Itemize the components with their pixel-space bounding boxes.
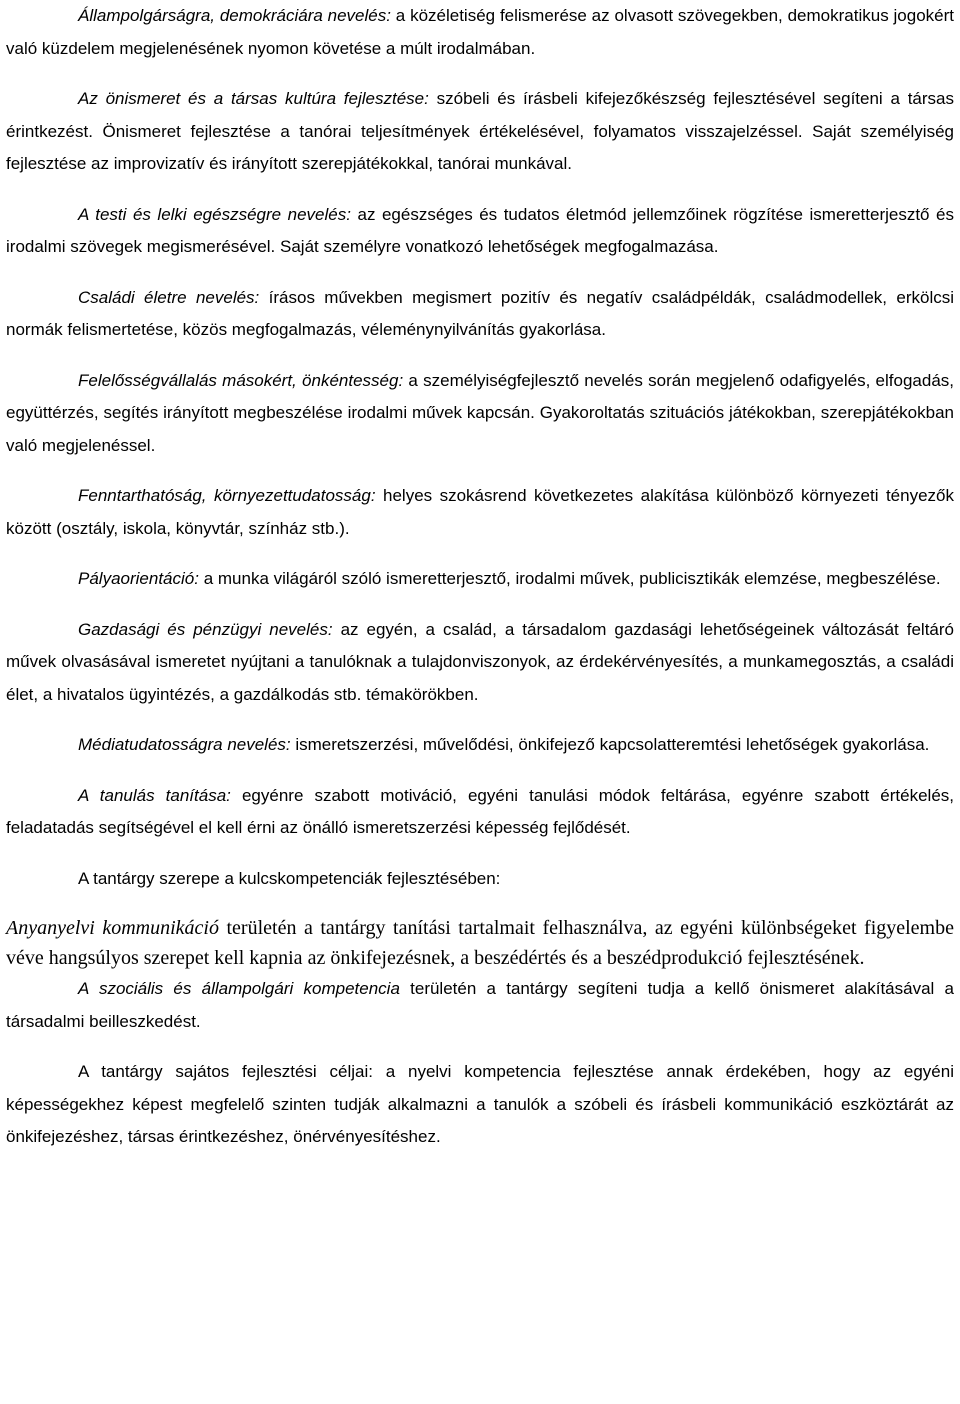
paragraph-lead: Médiatudatosságra nevelés: [78, 735, 291, 754]
paragraph-learning [6, 780, 954, 845]
paragraph-communication [6, 913, 954, 973]
paragraph-sustainability [6, 480, 954, 545]
paragraph-text: helyes szokásrend következetes alakítása különböző környezeti tényezők között (osztály, iskola, könyvtár, színház stb.). [6, 486, 954, 538]
paragraph-text: írásos művekben megismert pozitív és negatív családpéldák, családmodellek, erkölcsi normák felismertetése, közös megfogalmazás, véleménynyilvánítás gyakorlása. [6, 287, 954, 339]
paragraph-career [6, 563, 954, 596]
paragraph-text: az egészséges és tudatos életmód jellemzőinek rögzítése ismeretterjesztő és irodalmi szövegek megismerésével. Saját személyre vonatkozó lehetőségek megfogalmazása. [6, 204, 954, 256]
paragraph-text: egyénre szabott motiváció, egyéni tanulási módok feltárása, egyénre szabott értékelés, feladatadás segítségével el kell érni az önálló ismeretszerzési képesség fejlődését. [6, 785, 954, 837]
paragraph-text: területén a tantárgy tanítási tartalmait felhasználva, az egyéni különbségeket figyelembe véve hangsúlyos szerepet kell kapnia az önkifejezésnek, a beszédértés és a beszédprodukció fejlesztésének. [6, 917, 954, 969]
paragraph-lead: A testi és lelki egészségre nevelés: [78, 204, 351, 224]
paragraph-citizenship [6, 0, 954, 65]
paragraph-text: területén a tantárgy segíteni tudja a kellő önismeret alakításával a társadalmi beilleszkedést. [6, 979, 955, 1031]
document-page [6, 0, 954, 1172]
paragraph-social-competence [6, 973, 954, 1038]
paragraph-text: az egyén, a család, a társadalom gazdasági lehetőségeinek változását feltáró művek olvasásával ismeretet nyújtani a tanulóknak a tulajdonviszonyok, az érdekérvényesítés, a munkamegosztás, a családi élet, a hivatalos ügyintézés, a gazdálkodás stb. témakörökben. [6, 619, 955, 704]
paragraph-lead: Családi életre nevelés: [78, 287, 260, 307]
key-competences-heading: A tantárgy szerepe a kulcskompetenciák fejlesztésében: [78, 868, 501, 888]
paragraph-lead: A szociális és állampolgári kompetencia [78, 979, 400, 998]
paragraph-responsibility [6, 365, 954, 463]
paragraph-development-goals: A tantárgy sajátos fejlesztési céljai: a nyelvi kompetencia fejlesztése annak érdekében, hogy az egyéni képességekhez képest megfelelő szinten tudják alkalmazni a tanulók a szóbeli és írásbeli kommunikáció eszköztárát az önkifejezéshez, társas érintkezéshez, önérvényesítéshez. [6, 1062, 954, 1146]
paragraph-text: ismeretszerzési, művelődési, önkifejező kapcsolatteremtési lehetőségek gyakorlása. [290, 735, 930, 754]
paragraph-self-knowledge [6, 83, 954, 181]
paragraph-lead: Anyanyelvi kommunikáció [6, 917, 219, 939]
paragraph-lead: Pályaorientáció: [78, 569, 199, 588]
paragraph-lead: Felelősségvállalás másokért, önkéntesség: [78, 370, 404, 390]
paragraph-text: a személyiségfejlesztő nevelés során megjelenő odafigyelés, elfogadás, együttérzés, segítés irányított megbeszélése irodalmi művek kapcsán. Gyakoroltatás szituációs játékokban, szerepjátékokban való megjelenéssel. [6, 370, 954, 455]
paragraph-lead: A tanulás tanítása: [78, 785, 231, 805]
paragraph-lead: Állampolgárságra, demokráciára nevelés: [78, 6, 391, 25]
paragraph-text: a munka világáról szóló ismeretterjesztő, irodalmi művek, publicisztikák elemzése, megbeszélése. [198, 569, 941, 588]
paragraph-lead: Gazdasági és pénzügyi nevelés: [78, 619, 333, 639]
paragraph-family [6, 282, 954, 347]
paragraph-economy [6, 614, 954, 712]
paragraph-lead: Fenntarthatóság, környezettudatosság: [78, 486, 376, 505]
paragraph-media [6, 729, 954, 762]
paragraph-health [6, 199, 954, 264]
paragraph-lead: Az önismeret és a társas kultúra fejlesztése: [78, 89, 429, 108]
paragraph-text: a közéletiség felismerése az olvasott szövegekben, demokratikus jogokért való küzdelem megjelenésének nyomon követése a múlt irodalmában. [6, 6, 954, 58]
paragraph-text: szóbeli és írásbeli kifejezőkészség fejlesztésével segíteni a társas érintkezést. Önismeret fejlesztése a tanórai teljesítmények értékelésével, folyamatos visszajelzéssel. Saját személyiség fejlesztése az improvizatív és irányított szerepjátékokkal, tanórai munkával. [6, 89, 954, 173]
